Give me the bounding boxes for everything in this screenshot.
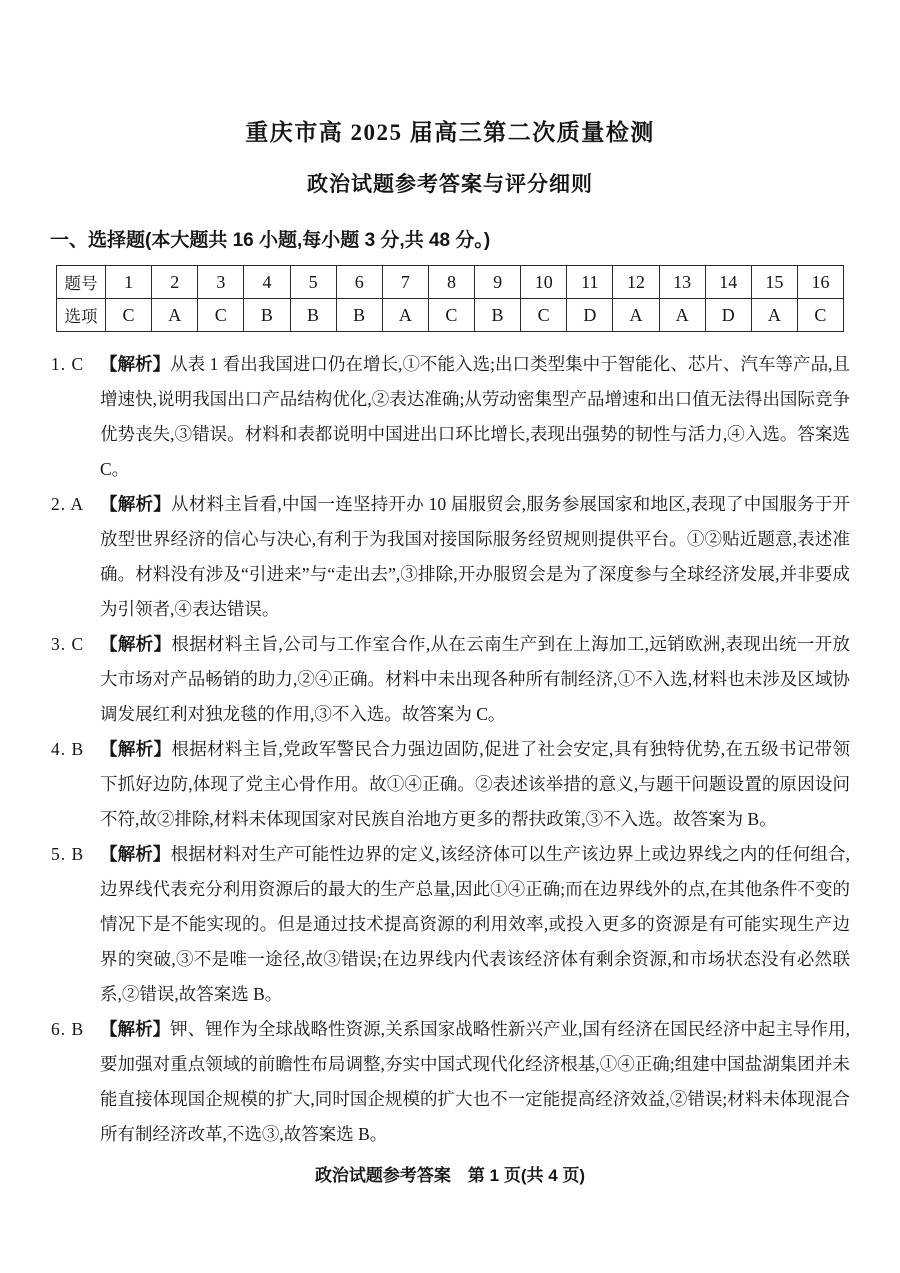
answer-cell: C: [521, 299, 567, 332]
explanation-item-3: [50, 627, 850, 732]
explanation-text: [100, 837, 850, 1012]
explanation-body: 根据材料主旨,公司与工作室合作,从在云南生产到在上海加工,远销欧洲,表现出统一开放大市场对产品畅销的助力,②④正确。材料中未出现各种所有制经济,①不入选,材料也未涉及区域协调发展红利对独龙毯的作用,③不入选。故答案为 C。: [100, 634, 851, 724]
explanation-text: [100, 732, 850, 837]
answer-cell: B: [475, 299, 521, 332]
question-number-cell: 2: [152, 266, 198, 299]
question-number-cell: 10: [521, 266, 567, 299]
table-row-answers: [57, 299, 844, 332]
explanation-item-2: [50, 487, 850, 627]
analysis-label: 【解析】: [100, 844, 171, 864]
question-number-cell: 5: [290, 266, 336, 299]
question-number-label: 2. A: [51, 494, 85, 514]
analysis-label: 【解析】: [100, 634, 172, 654]
question-number-cell: 6: [336, 266, 382, 299]
question-number-cell: 9: [475, 266, 521, 299]
analysis-label: 【解析】: [100, 354, 171, 374]
answer-cell: A: [613, 299, 659, 332]
row-header-answer-option: 选项: [57, 299, 106, 332]
explanation-text: [100, 627, 850, 732]
explanation-body: 从材料主旨看,中国一连坚持开办 10 届服贸会,服务参展国家和地区,表现了中国服务于开放型世界经济的信心与决心,有利于为我国对接国际服务经贸规则提供平台。①②贴近题意,表述准确。材料没有涉及“引进来”与“走出去”,③排除,开办服贸会是为了深度参与全球经济发展,并非要成为引领者,④表达错误。: [100, 494, 851, 619]
explanation-text: [100, 487, 850, 627]
answer-cell: B: [290, 299, 336, 332]
answer-cell: C: [428, 299, 474, 332]
explanation-body: 从表 1 看出我国进口仍在增长,①不能入选;出口类型集中于智能化、芯片、汽车等产品,且增速快,说明我国出口产品结构优化,②表达准确;从劳动密集型产品增速和出口值无法得出国际竞争优势丧失,③错误。材料和表都说明中国进出口环比增长,表现出强势的韧性与活力,④入选。答案选 C。: [100, 354, 851, 479]
question-number-cell: 1: [106, 266, 152, 299]
question-number-cell: 14: [705, 266, 751, 299]
row-header-question-number: 题号: [57, 266, 106, 299]
question-number-label: 6. B: [51, 1019, 85, 1039]
answer-cell: C: [106, 299, 152, 332]
answer-cell: B: [336, 299, 382, 332]
question-number-cell: 13: [659, 266, 705, 299]
answer-key-table: [56, 265, 844, 332]
question-number-label: 4. B: [51, 739, 85, 759]
explanation-item-1: [50, 347, 850, 487]
question-number-label: 3. C: [51, 634, 85, 654]
explanation-body: 根据材料对生产可能性边界的定义,该经济体可以生产该边界上或边界线之内的任何组合,边界线代表充分利用资源后的最大的生产总量,因此①④正确;而在边界线外的点,在其他条件不变的情况下是不能实现的。但是通过技术提高资源的利用效率,或投入更多的资源是有可能实现生产边界的突破,③不是唯一途径,故③错误;在边界线内代表该经济体有剩余资源,和市场状态没有必然联系,②错误,故答案选 B。: [100, 844, 851, 1004]
explanation-item-4: [50, 732, 850, 837]
answer-cell: C: [797, 299, 843, 332]
question-number-cell: 12: [613, 266, 659, 299]
answer-cell: A: [659, 299, 705, 332]
document-subtitle: 政治试题参考答案与评分细则: [307, 173, 593, 196]
section-heading: 一、选择题(本大题共 16 小题,每小题 3 分,共 48 分。): [50, 230, 491, 251]
question-number-label: 5. B: [51, 844, 85, 864]
answer-cell: B: [244, 299, 290, 332]
answer-cell: C: [198, 299, 244, 332]
question-number-cell: 7: [382, 266, 428, 299]
explanation-item-5: [50, 837, 850, 1012]
explanation-body: 钾、锂作为全球战略性资源,关系国家战略性新兴产业,国有经济在国民经济中起主导作用,要加强对重点领域的前瞻性布局调整,夯实中国式现代化经济根基,①④正确;组建中国盐湖集团并未能直接体现国企规模的扩大,同时国企规模的扩大也不一定能提高经济效益,②错误;材料未体现混合所有制经济改革,不选③,故答案选 B。: [100, 1019, 850, 1144]
analysis-label: 【解析】: [100, 1019, 171, 1039]
explanation-body: 根据材料主旨,党政军警民合力强边固防,促进了社会安定,具有独特优势,在五级书记带领下抓好边防,体现了党主心骨作用。故①④正确。②表述该举措的意义,与题干问题设置的原因设问不符,故②排除,材料未体现国家对民族自治地方更多的帮扶政策,③不入选。故答案为 B。: [100, 739, 851, 829]
document-title: 重庆市高 2025 届高三第二次质量检测: [245, 120, 655, 145]
table-row-question-numbers: [57, 266, 844, 299]
question-number-cell: 11: [567, 266, 613, 299]
question-number-label: 1. C: [51, 354, 85, 374]
explanation-text: [100, 1012, 850, 1152]
question-number-cell: 15: [751, 266, 797, 299]
answer-cell: D: [705, 299, 751, 332]
analysis-label: 【解析】: [100, 739, 172, 759]
answer-cell: A: [751, 299, 797, 332]
question-number-cell: 16: [797, 266, 843, 299]
question-number-cell: 3: [198, 266, 244, 299]
question-number-cell: 8: [428, 266, 474, 299]
explanation-text: [100, 347, 850, 487]
answer-cell: A: [382, 299, 428, 332]
answer-cell: A: [152, 299, 198, 332]
explanation-item-6: [50, 1012, 850, 1152]
answer-cell: D: [567, 299, 613, 332]
analysis-label: 【解析】: [100, 494, 171, 514]
question-number-cell: 4: [244, 266, 290, 299]
page-footer: 政治试题参考答案 第 1 页(共 4 页): [314, 1166, 586, 1185]
